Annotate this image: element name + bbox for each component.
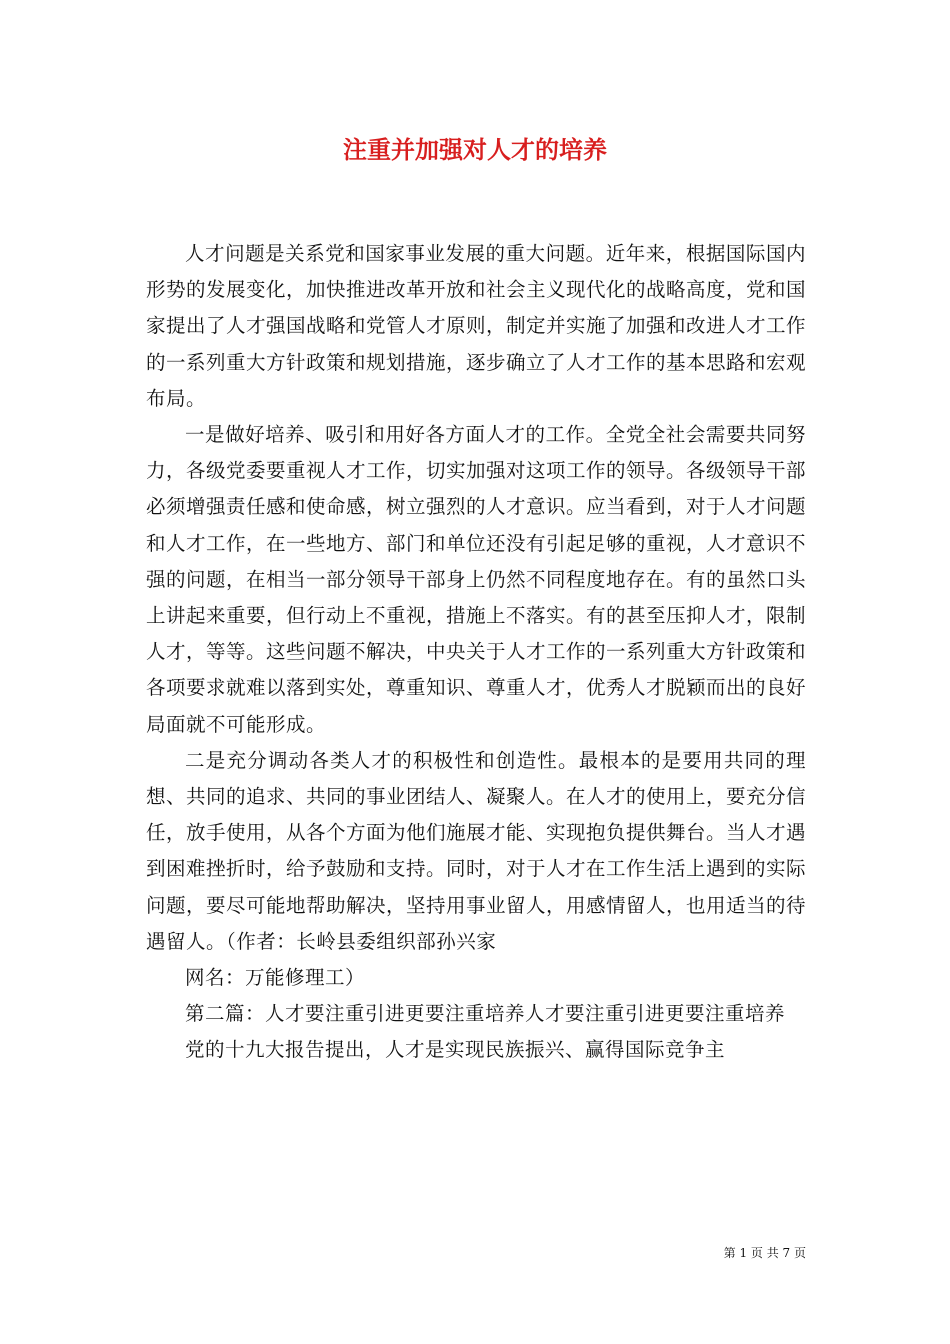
paragraph-nickname: 网名：万能修理工） <box>185 966 366 990</box>
document-body <box>146 236 806 1069</box>
paragraph-point-two: 二是充分调动各类人才的积极性和创造性。最根本的是要用共同的理想、共同的追求、共同的事业团结人、凝聚人。在人才的使用上，要充分信任，放手使用，从各个方面为他们施展才能、实现抱负提供舞台。当人才遇到困难挫折时，给予鼓励和支持。同时，对于人才在工作生活上遇到的实际问题，要尽可能地帮助解决，坚持用事业留人，用感情留人，也用适当的待遇留人。（作者：长岭县委组织部孙兴家 <box>146 748 807 953</box>
page-number-footer: 第 1 页 共 7 页 <box>723 1246 806 1260</box>
paragraph-second-article-start: 党的十九大报告提出，人才是实现民族振兴、赢得国际竞争主 <box>185 1038 726 1062</box>
paragraph-second-article-heading: 第二篇：人才要注重引进更要注重培养人才要注重引进更要注重培养 <box>185 1002 786 1026</box>
document-title: 注重并加强对人才的培养 <box>343 135 607 164</box>
paragraph-intro: 人才问题是关系党和国家事业发展的重大问题。近年来，根据国际国内形势的发展变化，加快推进改革开放和社会主义现代化的战略高度，党和国家提出了人才强国战略和党管人才原则，制定并实施了加强和改进人才工作的一系列重大方针政策和规划措施，逐步确立了人才工作的基本思路和宏观布局。 <box>146 242 807 410</box>
paragraph-point-one: 一是做好培养、吸引和用好各方面人才的工作。全党全社会需要共同努力，各级党委要重视人才工作，切实加强对这项工作的领导。各级领导干部必须增强责任感和使命感，树立强烈的人才意识。应当看到，对于人才问题和人才工作，在一些地方、部门和单位还没有引起足够的重视，人才意识不强的问题，在相当一部分领导干部身上仍然不同程度地存在。有的虽然口头上讲起来重要，但行动上不重视，措施上不落实。有的甚至压抑人才，限制人才，等等。这些问题不解决，中央关于人才工作的一系列重大方针政策和各项要求就难以落到实处，尊重知识、尊重人才，优秀人才脱颖而出的良好局面就不可能形成。 <box>146 423 807 736</box>
